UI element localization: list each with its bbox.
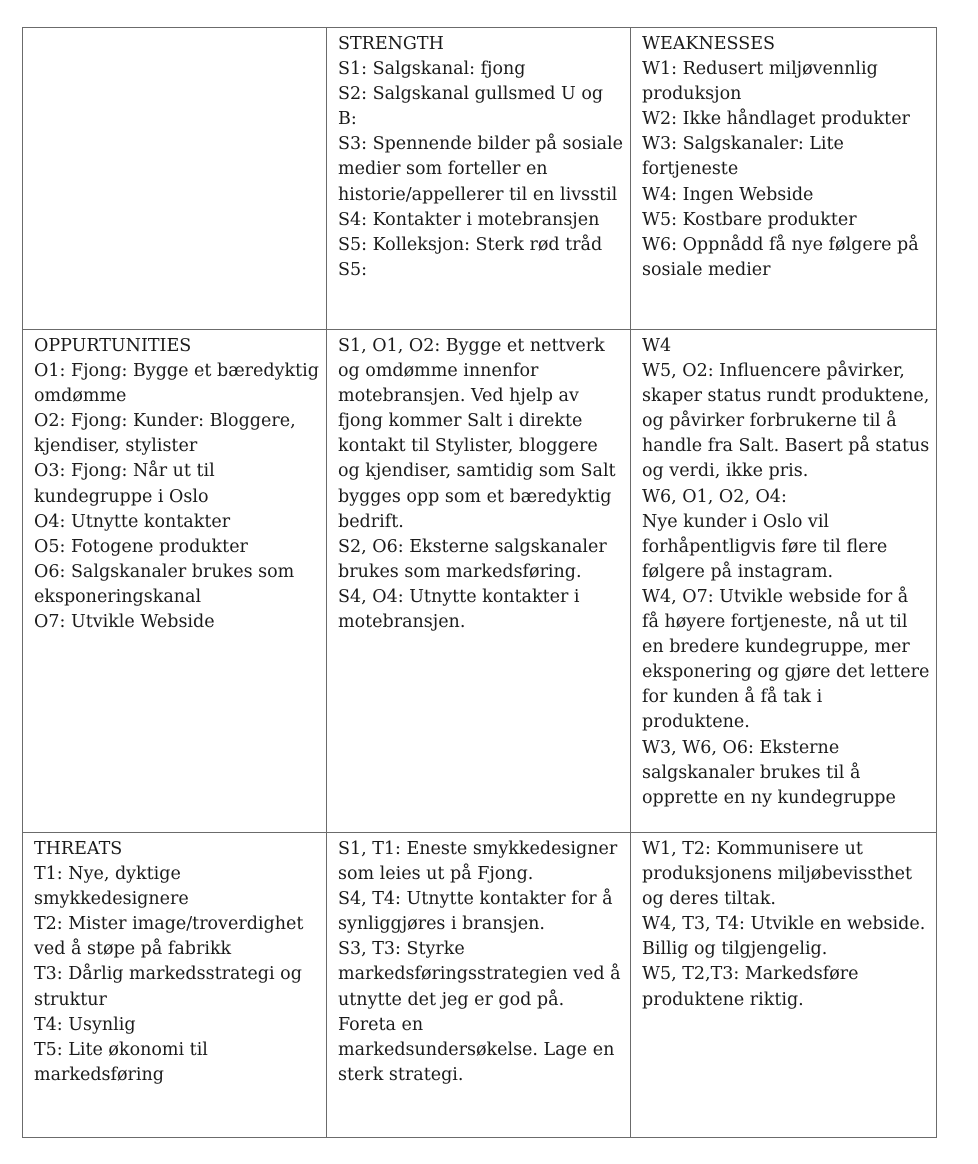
wo-strategy-item: W5, O2: Influencere påvirker, skaper status rundt produktene, og påvirker forbrukerne til å handle fra Salt. Basert på status og verdi, ikke pris. (642, 361, 930, 482)
st-strategy-item: S4, T4: Utnytte kontakter for å synliggjøres i bransjen. (338, 889, 613, 935)
wo-strategy-item: Nye kunder i Oslo vil forhåpentligvis føre til flere følgere på instagram. (642, 511, 888, 582)
so-strategy-item: S2, O6: Eksterne salgskanaler brukes som markedsføring. (338, 536, 607, 582)
swot-wt-strategy-cell (631, 833, 937, 1138)
weakness-item: W4: Ingen Webside (642, 184, 814, 205)
opportunity-item: O5: Fotogene produkter (34, 536, 248, 557)
weakness-item: W1: Redusert miljøvennlig produksjon (642, 59, 878, 105)
wt-strategy-item: W1, T2: Kommunisere ut produksjonens miljøbevissthet og deres tiltak. (642, 839, 913, 910)
wo-strategy-item: W3, W6, O6: Eksterne salgskanaler brukes til å opprette en ny kundegruppe (642, 737, 896, 808)
opportunity-item: O3: Fjong: Når ut til kundegruppe i Oslo (34, 461, 215, 507)
wt-strategy-item: W4, T3, T4: Utvikle en webside. Billig og tilgjengelig. (642, 914, 926, 960)
st-strategy-item: S1, T1: Eneste smykkedesigner som leies ut på Fjong. (338, 839, 618, 885)
threat-item: T2: Mister image/troverdighet ved å støpe på fabrikk (34, 914, 304, 960)
swot-wo-strategy-cell (631, 330, 937, 833)
strength-item: S2: Salgskanal gullsmed U og B: (338, 84, 604, 130)
strength-heading: STRENGTH (338, 34, 444, 54)
opportunities-heading: OPPURTUNITIES (34, 336, 192, 356)
so-strategy-item: S1, O1, O2: Bygge et nettverk og omdømme innenfor motebransjen. Ved hjelp av fjong kommer Salt i direkte kontakt til Stylister, bloggere og kjendiser, samtidig som Salt bygges opp som et bæredyktig bedrift. (338, 336, 616, 532)
strength-item: S5: (338, 259, 368, 280)
swot-empty-corner-cell (23, 28, 327, 330)
opportunity-item: O6: Salgskanaler brukes som eksponeringskanal (34, 561, 295, 607)
swot-row-header (23, 28, 937, 330)
strength-item: S4: Kontakter i motebransjen (338, 209, 600, 230)
wo-strategy-item: W4 (642, 336, 672, 356)
swot-st-strategy-cell (327, 833, 631, 1138)
weakness-item: W2: Ikke håndlaget produkter (642, 109, 910, 130)
weakness-item: W6: Oppnådd få nye følgere på sosiale medier (642, 234, 919, 280)
opportunity-item: O1: Fjong: Bygge et bæredyktig omdømme (34, 361, 319, 407)
swot-row-opportunities (23, 330, 937, 833)
swot-threats-cell (23, 833, 327, 1138)
weaknesses-heading: WEAKNESSES (642, 34, 775, 54)
swot-so-strategy-cell (327, 330, 631, 833)
opportunity-item: O2: Fjong: Kunder: Bloggere, kjendiser, stylister (34, 411, 296, 457)
opportunity-item: O4: Utnytte kontakter (34, 511, 231, 532)
so-strategy-item: S4, O4: Utnytte kontakter i motebransjen. (338, 586, 580, 633)
wo-strategy-item: W4, O7: Utvikle webside for å få høyere fortjeneste, nå ut til en bredere kundegruppe, mer eksponering og gjøre det lettere for kunden å få tak i produktene. (642, 586, 930, 733)
st-strategy-item: S3, T3: Styrke markedsføringsstrategien ved å utnytte det jeg er god på. Foreta en markedsundersøkelse. Lage en sterk strategi. (338, 939, 621, 1085)
opportunity-item: O7: Utvikle Webside (34, 612, 215, 633)
swot-weaknesses-cell (631, 28, 937, 330)
wt-strategy-item: W5, T2,T3: Markedsføre produktene riktig. (642, 964, 859, 1010)
threat-item: T5: Lite økonomi til markedsføring (34, 1039, 208, 1085)
threats-heading: THREATS (34, 839, 123, 859)
weakness-item: W5: Kostbare produkter (642, 209, 857, 230)
threat-item: T4: Usynlig (34, 1014, 136, 1035)
threat-item: T1: Nye, dyktige smykkedesignere (34, 864, 189, 910)
swot-table (22, 27, 937, 1138)
wo-strategy-item: W6, O1, O2, O4: (642, 486, 787, 507)
swot-strength-cell (327, 28, 631, 330)
strength-item: S1: Salgskanal: fjong (338, 59, 526, 80)
swot-opportunities-cell (23, 330, 327, 833)
weakness-item: W3: Salgskanaler: Lite fortjeneste (642, 134, 844, 180)
swot-row-threats (23, 833, 937, 1138)
strength-item: S5: Kolleksjon: Sterk rød tråd (338, 234, 603, 255)
strength-item: S3: Spennende bilder på sosiale medier som forteller en historie/appellerer til en livsstil (338, 134, 623, 205)
threat-item: T3: Dårlig markedsstrategi og struktur (34, 964, 302, 1010)
